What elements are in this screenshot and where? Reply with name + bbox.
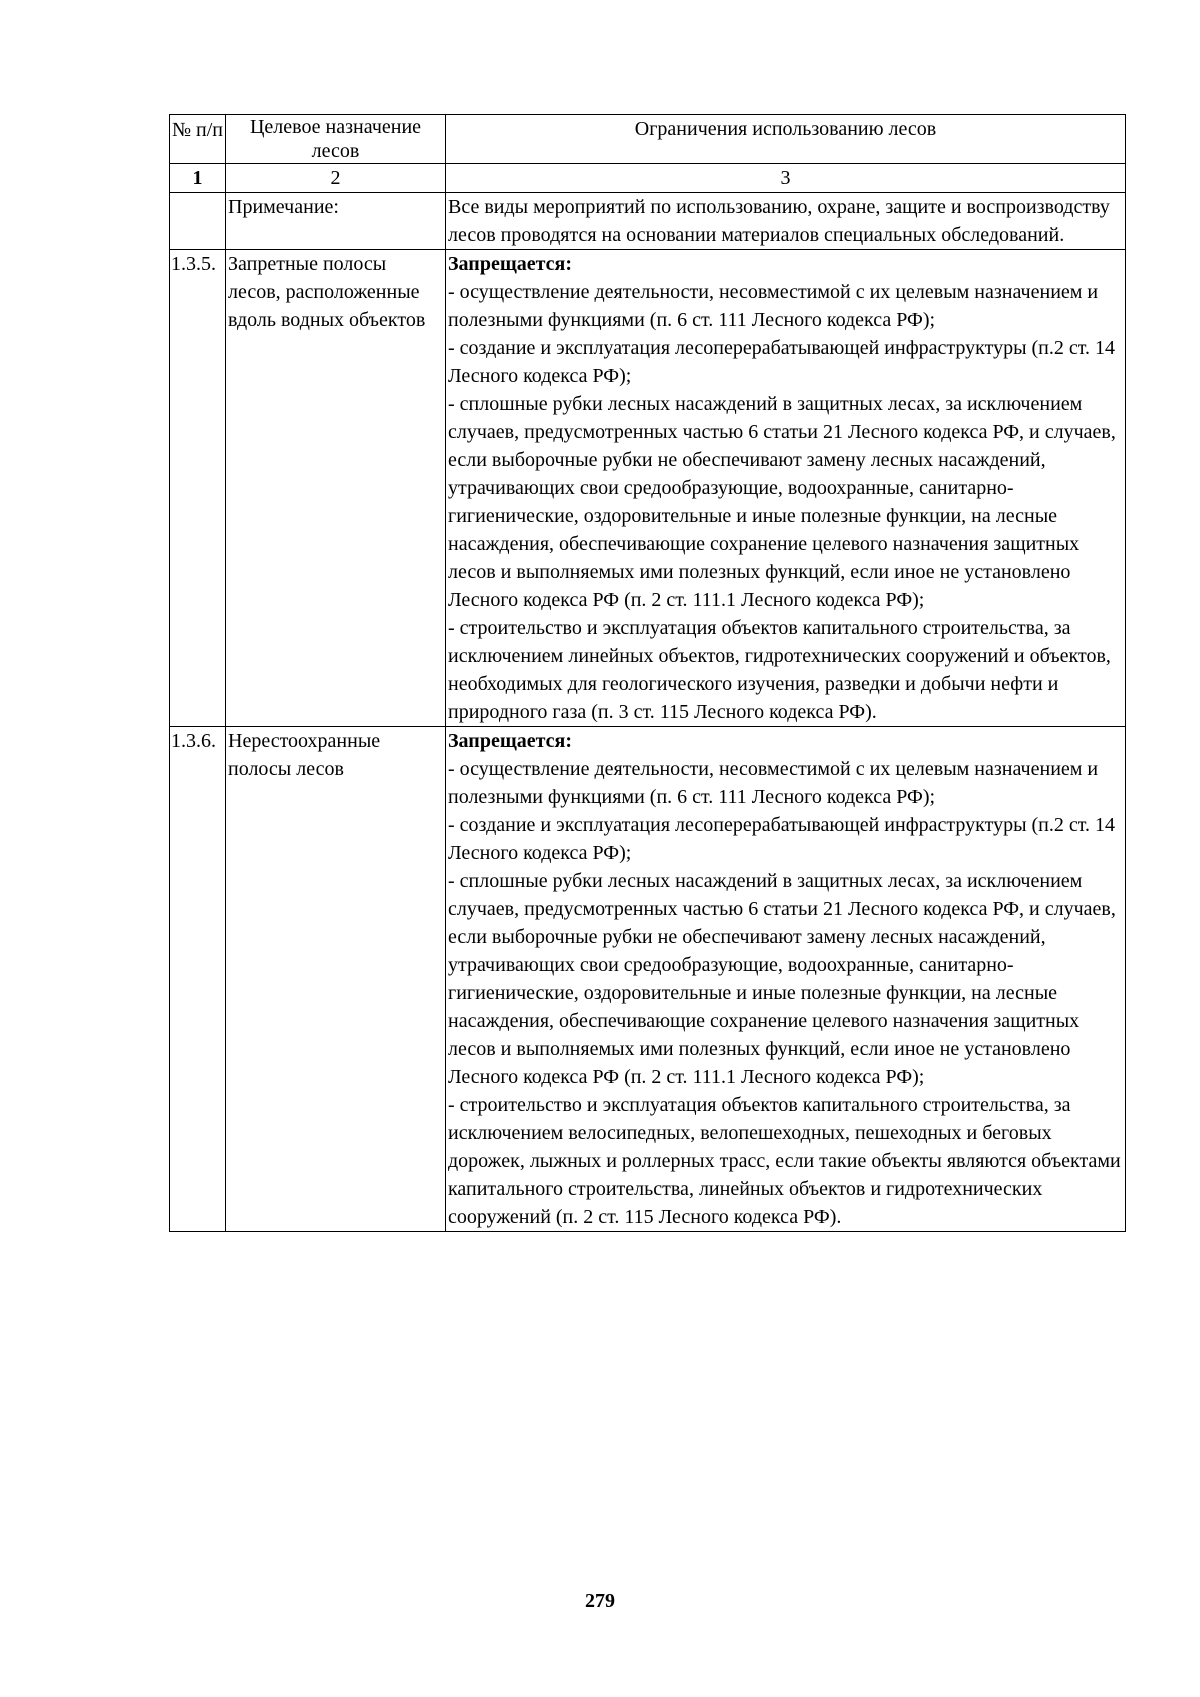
note-number-cell: [170, 193, 226, 250]
restriction-heading: Запрещается:: [448, 253, 573, 275]
column-number-3: 3: [446, 164, 1126, 193]
table-header-row: [170, 115, 1126, 164]
restriction-heading: Запрещается:: [448, 730, 573, 752]
header-purpose: Целевое назначение лесов: [226, 115, 446, 164]
restriction-item: - осуществление деятельности, несовместимой с их целевым назначением и полезными функциями (п. 6 ст. 111 Лесного кодекса РФ);: [448, 281, 1099, 331]
restriction-item: - осуществление деятельности, несовместимой с их целевым назначением и полезными функциями (п. 6 ст. 111 Лесного кодекса РФ);: [448, 758, 1099, 808]
column-number-2: 2: [226, 164, 446, 193]
row-number: 1.3.6.: [170, 727, 226, 1232]
table-row: [170, 250, 1126, 727]
row-restrictions: [446, 250, 1126, 727]
restriction-item: - сплошные рубки лесных насаждений в защитных лесах, за исключением случаев, предусмотренных частью 6 статьи 21 Лесного кодекса РФ, и случаев, если выборочные рубки не обеспечивают замену лесных насаждений, утрачивающих свои средообразующие, водоохранные, санитарно-гигиенические, оздоровительные и иные полезные функции, на лесные насаждения, обеспечивающие сохранение целевого назначения защитных лесов и выполняемых ими полезных функций, если иное не установлено Лесного кодекса РФ (п. 2 ст. 111.1 Лесного кодекса РФ);: [448, 393, 1116, 611]
column-numbers-row: [170, 164, 1126, 193]
header-number: № п/п: [170, 115, 226, 164]
row-number: 1.3.5.: [170, 250, 226, 727]
restrictions-table: [169, 114, 1126, 1232]
document-page: [169, 114, 1125, 1232]
restriction-item: - создание и эксплуатация лесоперерабатывающей инфраструктуры (п.2 ст. 14 Лесного кодекса РФ);: [448, 814, 1115, 864]
restriction-item: - строительство и эксплуатация объектов капитального строительства, за исключением линейных объектов, гидротехнических сооружений и объектов, необходимых для геологического изучения, разведки и добычи нефти и природного газа (п. 3 ст. 115 Лесного кодекса РФ).: [448, 617, 1111, 723]
note-row: [170, 193, 1126, 250]
table-row: [170, 727, 1126, 1232]
note-label: Примечание:: [226, 193, 446, 250]
restriction-item: - создание и эксплуатация лесоперерабатывающей инфраструктуры (п.2 ст. 14 Лесного кодекса РФ);: [448, 337, 1115, 387]
restriction-item: - строительство и эксплуатация объектов капитального строительства, за исключением велосипедных, велопешеходных, пешеходных и беговых дорожек, лыжных и роллерных трасс, если такие объекты являются объектами капитального строительства, линейных объектов и гидротехнических сооружений (п. 2 ст. 115 Лесного кодекса РФ).: [448, 1094, 1121, 1228]
header-restrictions: Ограничения использованию лесов: [446, 115, 1126, 164]
restriction-item: - сплошные рубки лесных насаждений в защитных лесах, за исключением случаев, предусмотренных частью 6 статьи 21 Лесного кодекса РФ, и случаев, если выборочные рубки не обеспечивают замену лесных насаждений, утрачивающих свои средообразующие, водоохранные, санитарно-гигиенические, оздоровительные и иные полезные функции, на лесные насаждения, обеспечивающие сохранение целевого назначения защитных лесов и выполняемых ими полезных функций, если иное не установлено Лесного кодекса РФ (п. 2 ст. 111.1 Лесного кодекса РФ);: [448, 870, 1116, 1088]
row-purpose: Запретные полосы лесов, расположенные вдоль водных объектов: [226, 250, 446, 727]
column-number-1: 1: [170, 164, 226, 193]
row-restrictions: [446, 727, 1126, 1232]
note-text: Все виды мероприятий по использованию, охране, защите и воспроизводству лесов проводятся на основании материалов специальных обследований.: [446, 193, 1126, 250]
row-purpose: Нерестоохранные полосы лесов: [226, 727, 446, 1232]
page-number: 279: [585, 1590, 615, 1612]
